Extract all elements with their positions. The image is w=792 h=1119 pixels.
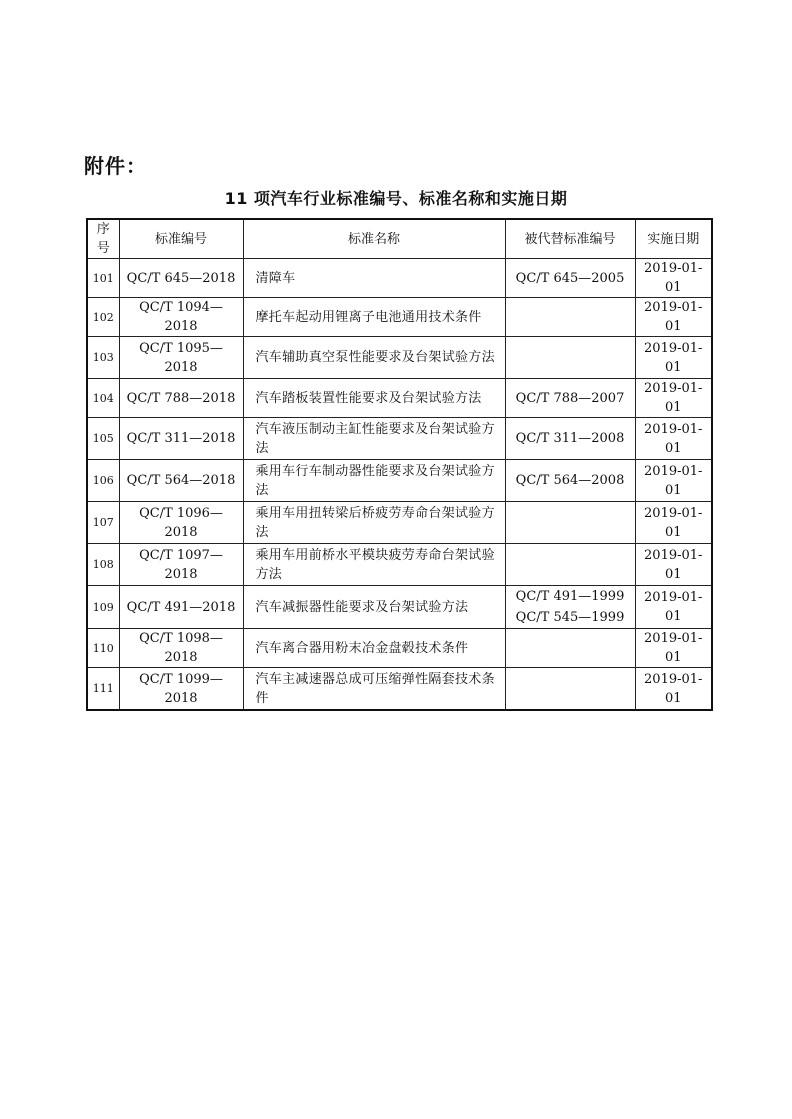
standard-name: 乘用车用扭转梁后桥疲劳寿命台架试验方法 [243,502,505,544]
row-number: 106 [87,460,119,502]
replaced-standard-code: QC/T 545—1999 [515,610,625,625]
replaced-standard-cell [505,502,635,544]
standards-table [86,218,713,711]
implementation-date: 2019-01-01 [635,298,712,337]
standard-code: QC/T 788—2018 [119,379,243,418]
replaced-standard-code: QC/T 491—1999 [515,589,625,604]
standard-code: QC/T 311—2018 [119,418,243,460]
standard-name: 清障车 [243,259,505,298]
standard-name: 汽车液压制动主缸性能要求及台架试验方法 [243,418,505,460]
standard-code: QC/T 1095—2018 [119,337,243,379]
table-row [87,298,712,337]
replaced-standard-cell [505,418,635,460]
implementation-date: 2019-01-01 [635,502,712,544]
table-row [87,586,712,629]
standard-code: QC/T 1098—2018 [119,629,243,668]
row-number: 107 [87,502,119,544]
replaced-standard-cell [505,379,635,418]
implementation-date: 2019-01-01 [635,337,712,379]
standard-name: 汽车辅助真空泵性能要求及台架试验方法 [243,337,505,379]
standard-name: 汽车主减速器总成可压缩弹性隔套技术条件 [243,668,505,711]
replaced-standard-code: QC/T 788—2007 [515,390,625,406]
table-row [87,668,712,711]
standard-name: 乘用车行车制动器性能要求及台架试验方法 [243,460,505,502]
table-row [87,418,712,460]
implementation-date: 2019-01-01 [635,460,712,502]
row-number: 105 [87,418,119,460]
table-header-row [87,219,712,259]
replaced-standard-cell [505,337,635,379]
row-number: 103 [87,337,119,379]
row-number: 101 [87,259,119,298]
header-replaced: 被代替标准编号 [505,219,635,259]
implementation-date: 2019-01-01 [635,544,712,586]
implementation-date: 2019-01-01 [635,586,712,629]
table-row [87,629,712,668]
table-row [87,337,712,379]
standard-name: 汽车离合器用粉末冶金盘毂技术条件 [243,629,505,668]
implementation-date: 2019-01-01 [635,418,712,460]
implementation-date: 2019-01-01 [635,668,712,711]
standard-code: QC/T 645—2018 [119,259,243,298]
attachment-label: 附件： [84,154,147,178]
document-title: 11 项汽车行业标准编号、标准名称和实施日期 [224,189,568,208]
table-body [87,259,712,711]
implementation-date: 2019-01-01 [635,259,712,298]
standard-name: 乘用车用前桥水平模块疲劳寿命台架试验方法 [243,544,505,586]
standard-code: QC/T 564—2018 [119,460,243,502]
implementation-date: 2019-01-01 [635,629,712,668]
table-row [87,502,712,544]
standard-code: QC/T 491—2018 [119,586,243,629]
row-number: 104 [87,379,119,418]
replaced-standard-cell [505,629,635,668]
header-name: 标准名称 [243,219,505,259]
standard-code: QC/T 1096—2018 [119,502,243,544]
table-row [87,379,712,418]
row-number: 111 [87,668,119,711]
replaced-standard-cell [505,586,635,629]
row-number: 108 [87,544,119,586]
header-date: 实施日期 [635,219,712,259]
replaced-standard-cell [505,460,635,502]
replaced-standard-cell [505,668,635,711]
standard-name: 汽车踏板装置性能要求及台架试验方法 [243,379,505,418]
row-number: 109 [87,586,119,629]
implementation-date: 2019-01-01 [635,379,712,418]
standard-code: QC/T 1097—2018 [119,544,243,586]
table-row [87,259,712,298]
table-row [87,544,712,586]
replaced-standard-cell [505,259,635,298]
standard-name: 汽车减振器性能要求及台架试验方法 [243,586,505,629]
header-no: 序号 [87,219,119,259]
replaced-standard-code: QC/T 645—2005 [515,270,625,286]
replaced-standard-code: QC/T 564—2008 [515,473,625,488]
header-code: 标准编号 [119,219,243,259]
replaced-standard-code: QC/T 311—2008 [515,431,625,446]
row-number: 102 [87,298,119,337]
replaced-standard-cell [505,298,635,337]
row-number: 110 [87,629,119,668]
table-row [87,460,712,502]
standard-code: QC/T 1094—2018 [119,298,243,337]
standard-code: QC/T 1099—2018 [119,668,243,711]
replaced-standard-cell [505,544,635,586]
standard-name: 摩托车起动用锂离子电池通用技术条件 [243,298,505,337]
